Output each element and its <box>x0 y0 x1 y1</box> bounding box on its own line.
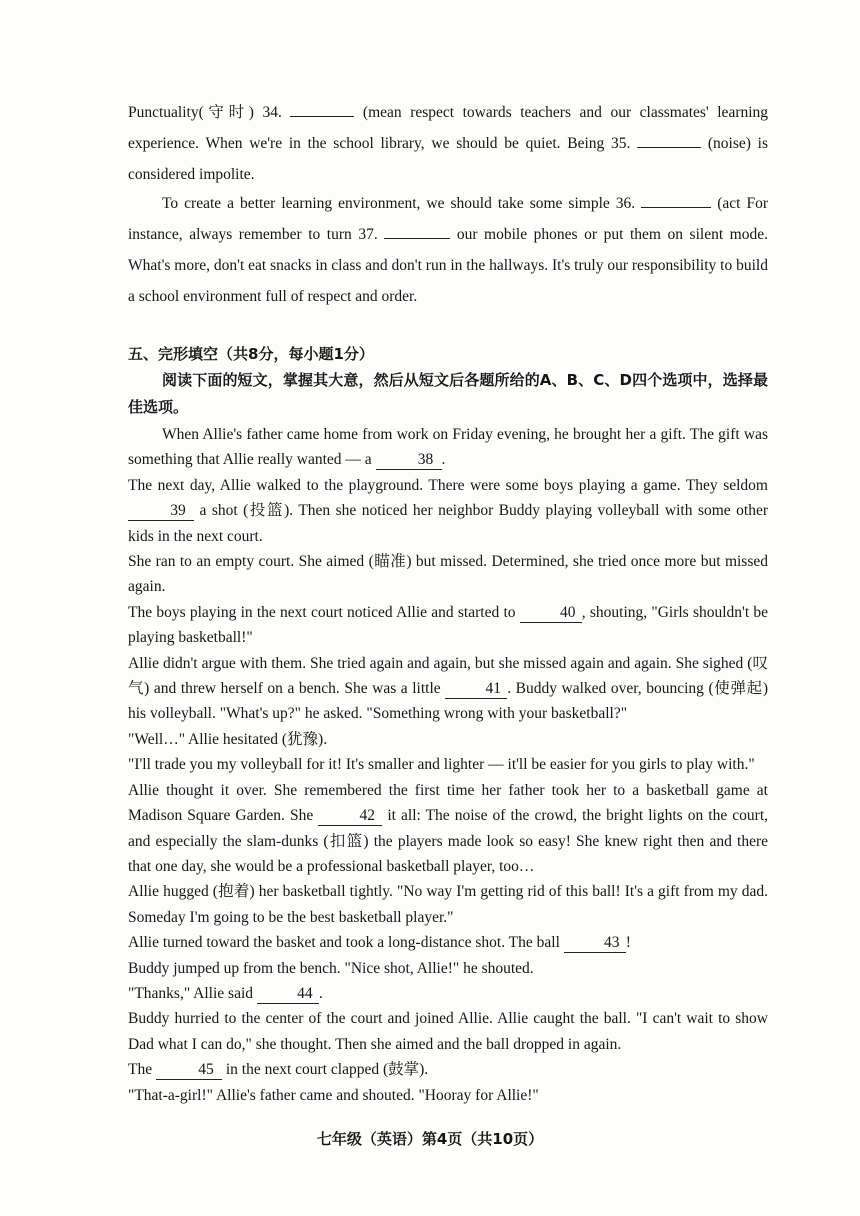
page-footer: 七年级（英语）第4页（共10页） <box>316 1130 544 1148</box>
blank-38[interactable]: 38 <box>376 451 442 470</box>
blank-37[interactable] <box>384 238 450 239</box>
blank-45[interactable]: 45 <box>156 1061 222 1080</box>
blank-44[interactable]: 44 <box>257 985 319 1004</box>
section5-heading: 五、完形填空（共8分，每小题1分） <box>128 345 374 363</box>
blank-41[interactable]: 41 <box>445 680 507 699</box>
blank-36[interactable] <box>641 207 711 208</box>
blank-35[interactable] <box>637 147 701 148</box>
section5-instructions: 阅读下面的短文，掌握其大意，然后从短文后各题所给的A、B、C、D四个选项中，选择最佳选项。 <box>128 371 768 416</box>
cloze-passage <box>0 422 860 1108</box>
blank-40[interactable]: 40 <box>520 604 582 623</box>
section4-paragraph-2: To create a better learning environment, we should take some simple 36. (act For instance, always remember to turn 37. our mobile phones or put them on silent mode. What's more, don't eat snacks in class and don't run in the hallways. It's truly our responsibility to build a school environment full of respect and order. <box>128 195 769 305</box>
blank-42[interactable]: 42 <box>318 807 382 826</box>
passage-text: When Allie's father came home from work on Friday evening, he brought her a gift. The gift was something that Allie really wanted — a 38 . The next day, Allie walked to the playground. There were some boys playing a game. They seldom 39 a shot (投篮). Then she noticed her neighbor Buddy playing volleyball with some other kids in the next court. She ran to an empty court. She aimed (瞄准) but missed. Determined, she tried once more but missed again. The boys playing in the next court noticed Allie and started to 40 , shouting, "Girls shouldn't be playing basketball!" Allie didn't argue with them. She tried again and again, but she missed again and again. She sighed (叹气) and threw herself on a bench. She was a little 41 . Buddy walked over, bouncing (使弹起) his volleyball. "What's up?" he asked. "Something wrong with your basketball?" "Well…" Allie hesitated (犹豫). "I'll trade you my volleyball for it! It's smaller and lighter — it'll be easier for you girls to play with." Allie thought it over. She remembered the first time her father took her to a basketball game at Madison Square Garden. She 42 it all: The noise of the crowd, the bright lights on the court, and especially the slam-dunks (扣篮) the players made look so easy! She knew right then and there that one day, she would be a professional basketball player, too… Allie hugged (抱着) her basketball tightly. "No way I'm getting rid of this ball! It's a gift from my dad. Someday I'm going to be the best basketball player." Allie turned toward the basket and took a long-distance shot. The ball 43 ! Buddy jumped up from the bench. "Nice shot, Allie!" he shouted. "Thanks," Allie said 44 . Buddy hurried to the center of the court and joined Allie. Allie caught the ball. "I can't wait to show Dad what I can do," she thought. Then she aimed and the ball dropped in again. The 45 in the next court clapped (鼓掌). "That-a-girl!" Allie's father came and shouted. "Hooray for Allie!" <box>128 426 769 1104</box>
section4-paragraph-1: Punctuality(守时) 34. (mean respect towards teachers and our classmates' learning experience. When we're in the school library, we should be quiet. Being 35. (noise) is considered impolite. <box>128 104 769 183</box>
blank-39[interactable]: 39 <box>128 502 194 521</box>
blank-34[interactable] <box>290 116 354 117</box>
blank-43[interactable]: 43 <box>564 934 626 953</box>
